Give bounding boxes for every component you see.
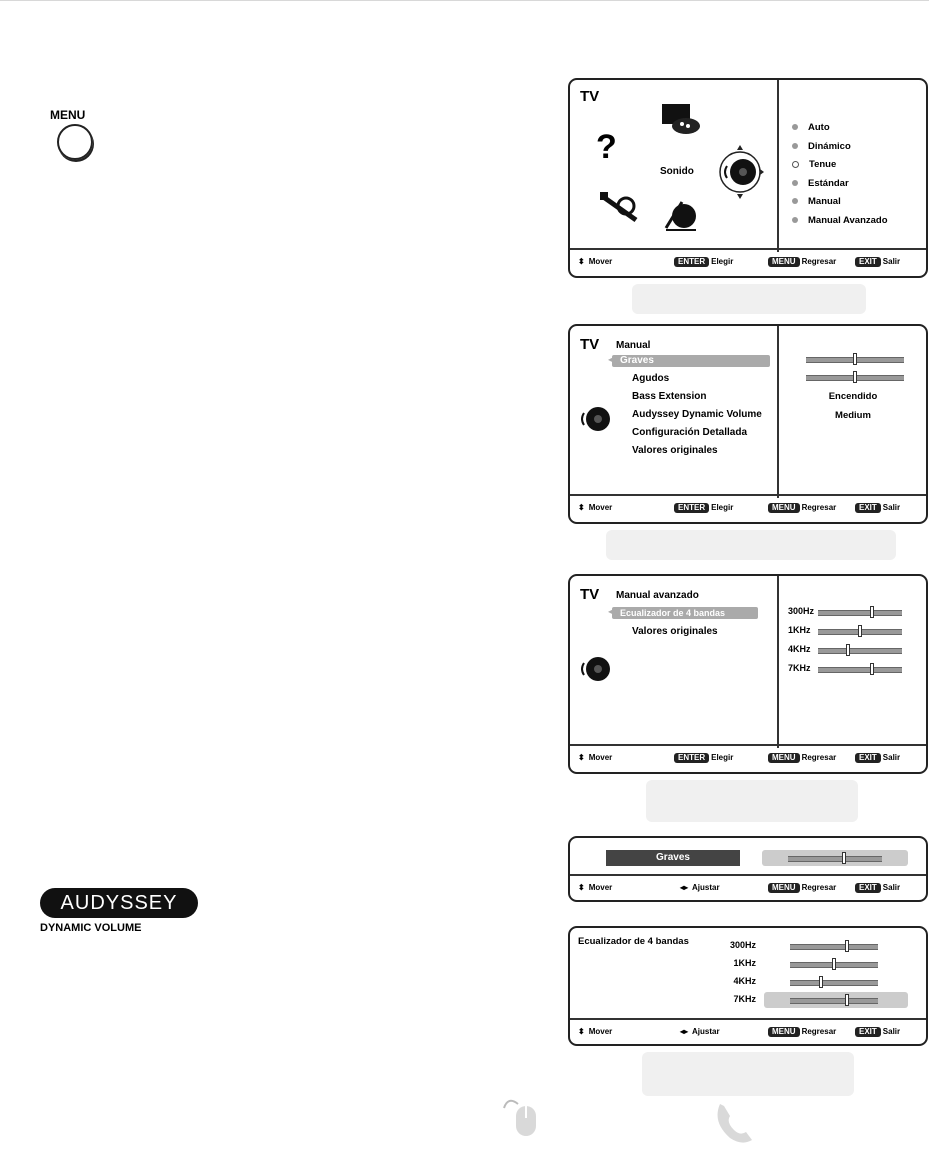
footer-adjust-label: Ajustar bbox=[692, 1027, 720, 1036]
footer-exit bbox=[855, 883, 900, 893]
footer-exit-label: Salir bbox=[882, 753, 901, 762]
radio-dot-icon[interactable] bbox=[792, 143, 798, 149]
radio-dot-icon[interactable] bbox=[792, 124, 798, 130]
enter-key[interactable]: ENTER bbox=[674, 503, 709, 513]
radio-dot-icon[interactable] bbox=[792, 180, 798, 186]
screen-eq-adjust bbox=[568, 926, 928, 1046]
right-arrow-icon: ▸ bbox=[764, 355, 769, 364]
tv-title: TV bbox=[580, 586, 600, 603]
eq-band-thumb[interactable] bbox=[870, 606, 874, 618]
graves-label-box[interactable]: Graves bbox=[606, 850, 740, 866]
footer-back-label: Regresar bbox=[801, 503, 837, 512]
screen-footer bbox=[570, 744, 926, 772]
eq-band-label: 1KHz bbox=[788, 625, 811, 635]
enter-key[interactable]: ENTER bbox=[674, 257, 709, 267]
left-arrow-icon: ◂ bbox=[608, 607, 613, 616]
footer-choose-label: Elegir bbox=[711, 503, 734, 512]
footer-exit-label: Salir bbox=[882, 883, 901, 892]
tv-title: TV bbox=[580, 336, 600, 353]
globe-icon bbox=[662, 198, 702, 234]
exit-key[interactable]: EXIT bbox=[855, 503, 881, 513]
menu-key-label: MENU bbox=[50, 108, 86, 122]
radio-dot-icon[interactable] bbox=[792, 161, 799, 168]
eq-band-label: 4KHz bbox=[788, 644, 811, 654]
menu-key-circle[interactable] bbox=[57, 124, 93, 160]
menu-key-small[interactable]: MENU bbox=[768, 1027, 800, 1037]
speaker-icon bbox=[578, 404, 612, 434]
eq-adjust-band-label: 1KHz bbox=[733, 958, 756, 968]
eq-adjust-band-slider[interactable] bbox=[790, 962, 878, 968]
sound-mode-option[interactable] bbox=[792, 196, 841, 207]
footer-menu bbox=[768, 753, 836, 763]
advanced-title: Manual avanzado bbox=[616, 590, 699, 601]
graves-adjust-thumb[interactable] bbox=[842, 852, 846, 864]
audyssey-logo-brand: AUDYSSEY bbox=[40, 888, 198, 918]
screen-footer bbox=[570, 874, 926, 900]
sound-mode-option[interactable] bbox=[792, 141, 851, 152]
eq-adjust-band-slider[interactable] bbox=[790, 980, 878, 986]
speaker-wheel-icon[interactable] bbox=[710, 142, 770, 202]
menu-key-small[interactable]: MENU bbox=[768, 883, 800, 893]
eq-adjust-band-thumb[interactable] bbox=[845, 940, 849, 952]
footer-move-label: Mover bbox=[588, 503, 613, 512]
menu-key-small[interactable]: MENU bbox=[768, 753, 800, 763]
graves-adjust-slider[interactable] bbox=[788, 856, 882, 862]
eq-band-thumb[interactable] bbox=[870, 663, 874, 675]
sound-mode-option-label: Tenue bbox=[809, 159, 837, 170]
footer-adjust-label: Ajustar bbox=[692, 883, 720, 892]
footer-exit-label: Salir bbox=[882, 257, 901, 266]
eq-adjust-band-thumb[interactable] bbox=[845, 994, 849, 1006]
footer-move-label: Mover bbox=[588, 1027, 613, 1036]
footer-move bbox=[578, 883, 612, 893]
exit-key[interactable]: EXIT bbox=[855, 257, 881, 267]
screen-footer bbox=[570, 1018, 926, 1044]
sound-mode-option[interactable] bbox=[792, 159, 836, 170]
exit-key[interactable]: EXIT bbox=[855, 753, 881, 763]
footer-exit-label: Salir bbox=[882, 1027, 901, 1036]
footer-move bbox=[578, 503, 612, 513]
question-icon: ? bbox=[596, 128, 617, 166]
footer-exit-label: Salir bbox=[882, 503, 901, 512]
footer-menu bbox=[768, 257, 836, 267]
eq-band-slider[interactable] bbox=[818, 610, 902, 616]
eq-band-slider[interactable] bbox=[818, 629, 902, 635]
enter-key[interactable]: ENTER bbox=[674, 753, 709, 763]
eq-adjust-band-label: 300Hz bbox=[729, 940, 756, 950]
settings-tools-icon bbox=[598, 190, 640, 224]
eq-adjust-band-thumb[interactable] bbox=[832, 958, 836, 970]
manual-menu-item[interactable]: Valores originales bbox=[632, 445, 718, 456]
sound-mode-option-label: Manual bbox=[808, 196, 841, 207]
caption-box bbox=[646, 780, 858, 822]
footer-move bbox=[578, 1027, 612, 1037]
footer-menu bbox=[768, 503, 836, 513]
sound-mode-option-label: Estándar bbox=[808, 177, 849, 189]
menu-key[interactable] bbox=[50, 108, 110, 168]
footer-choose-label: Elegir bbox=[711, 257, 734, 266]
sound-mode-option-label: Auto bbox=[808, 122, 830, 133]
screen-manual-advanced bbox=[568, 574, 928, 774]
panel-divider bbox=[777, 80, 779, 252]
menu-key-small[interactable]: MENU bbox=[768, 503, 800, 513]
footer-menu bbox=[768, 883, 836, 893]
footer-choose-label: Elegir bbox=[711, 753, 734, 762]
footer-exit bbox=[855, 1027, 900, 1037]
caption-box bbox=[642, 1052, 854, 1096]
caption-box bbox=[606, 530, 896, 560]
left-right-arrows-icon: ◂▸ bbox=[680, 1027, 689, 1036]
footer-exit bbox=[855, 753, 900, 763]
exit-key[interactable]: EXIT bbox=[855, 1027, 881, 1037]
panel-divider bbox=[777, 576, 779, 748]
selected-item-graves[interactable]: Graves bbox=[612, 355, 770, 367]
caption-box bbox=[632, 284, 866, 314]
footer-adjust bbox=[680, 883, 720, 893]
eq-adjust-band-label: 4KHz bbox=[733, 976, 756, 986]
radio-dot-icon[interactable] bbox=[792, 217, 798, 223]
footer-back-label: Regresar bbox=[801, 257, 837, 266]
footer-menu bbox=[768, 1027, 836, 1037]
up-down-arrows-icon: ⬍ bbox=[578, 883, 585, 892]
sound-mode-option-label: Dinámico bbox=[808, 140, 851, 152]
manual-menu-item[interactable]: Bass Extension bbox=[632, 391, 707, 402]
speaker-icon bbox=[578, 654, 612, 684]
top-rule bbox=[0, 0, 929, 1]
screen-footer bbox=[570, 494, 926, 522]
up-down-arrows-icon: ⬍ bbox=[578, 1027, 585, 1036]
eq-adjust-band-thumb[interactable] bbox=[819, 976, 823, 988]
left-right-arrows-icon: ◂▸ bbox=[680, 883, 689, 892]
eq-adjust-band-slider[interactable] bbox=[790, 998, 878, 1004]
menu-key-small[interactable]: MENU bbox=[768, 257, 800, 267]
audyssey-logo-sub: DYNAMIC VOLUME bbox=[40, 922, 142, 934]
eq-band-label: 300Hz bbox=[788, 606, 815, 616]
exit-key[interactable]: EXIT bbox=[855, 883, 881, 893]
screen-footer bbox=[570, 248, 926, 276]
graves-slider[interactable] bbox=[806, 357, 904, 363]
advanced-menu-item[interactable]: Valores originales bbox=[632, 626, 718, 637]
audyssey-logo bbox=[40, 888, 200, 938]
footer-move-label: Mover bbox=[588, 883, 613, 892]
bass-extension-value: Encendido bbox=[828, 391, 878, 402]
left-arrow-icon: ◂ bbox=[608, 355, 613, 364]
picture-icon bbox=[660, 102, 704, 136]
manual-menu-item[interactable]: Audyssey Dynamic Volume bbox=[632, 409, 762, 420]
footer-move-label: Mover bbox=[588, 753, 613, 762]
sound-mode-option[interactable] bbox=[792, 215, 888, 226]
footer-exit bbox=[855, 257, 900, 267]
graves-slider-thumb[interactable] bbox=[853, 353, 857, 365]
phone-icon bbox=[712, 1100, 758, 1146]
eq-band-thumb[interactable] bbox=[846, 644, 850, 656]
tv-title: TV bbox=[580, 88, 600, 105]
agudos-slider-thumb[interactable] bbox=[853, 371, 857, 383]
selected-item-eq[interactable]: Ecualizador de 4 bandas bbox=[612, 607, 758, 619]
radio-dot-icon[interactable] bbox=[792, 198, 798, 204]
up-down-arrows-icon: ⬍ bbox=[578, 753, 585, 762]
footer-move-label: Mover bbox=[588, 257, 613, 266]
footer-back-label: Regresar bbox=[801, 883, 837, 892]
sound-mode-option[interactable] bbox=[792, 178, 849, 189]
footer-back-label: Regresar bbox=[801, 1027, 837, 1036]
footer-move bbox=[578, 753, 612, 763]
sound-mode-option[interactable] bbox=[792, 122, 830, 133]
footer-enter bbox=[674, 753, 733, 763]
manual-menu-item[interactable]: Configuración Detallada bbox=[632, 427, 748, 438]
eq-title: Ecualizador de 4 bandas bbox=[578, 936, 689, 947]
graves-adjust-track[interactable] bbox=[762, 850, 908, 866]
sound-label: Sonido bbox=[660, 166, 694, 177]
eq-band-thumb[interactable] bbox=[858, 625, 862, 637]
up-down-arrows-icon: ⬍ bbox=[578, 257, 585, 266]
footer-adjust bbox=[680, 1027, 720, 1037]
footer-enter bbox=[674, 503, 733, 513]
screen-manual bbox=[568, 324, 928, 524]
manual-title: Manual bbox=[616, 340, 651, 351]
eq-band-slider[interactable] bbox=[818, 648, 902, 654]
footer-back-label: Regresar bbox=[801, 753, 837, 762]
eq-adjust-band-slider[interactable] bbox=[790, 944, 878, 950]
up-down-arrows-icon: ⬍ bbox=[578, 503, 585, 512]
eq-band-slider[interactable] bbox=[818, 667, 902, 673]
agudos-slider[interactable] bbox=[806, 375, 904, 381]
footer-move bbox=[578, 257, 612, 267]
eq-band-label: 7KHz bbox=[788, 663, 811, 673]
screen-sound-mode bbox=[568, 78, 928, 278]
sound-mode-option-label: Manual Avanzado bbox=[808, 214, 888, 226]
footer-enter bbox=[674, 257, 733, 267]
footer-exit bbox=[855, 503, 900, 513]
screen-graves-adjust bbox=[568, 836, 928, 902]
dynamic-volume-value: Medium bbox=[835, 410, 871, 421]
mouse-icon bbox=[500, 1094, 540, 1140]
eq-adjust-band-label: 7KHz bbox=[733, 994, 756, 1004]
manual-menu-item[interactable]: Agudos bbox=[632, 373, 670, 384]
